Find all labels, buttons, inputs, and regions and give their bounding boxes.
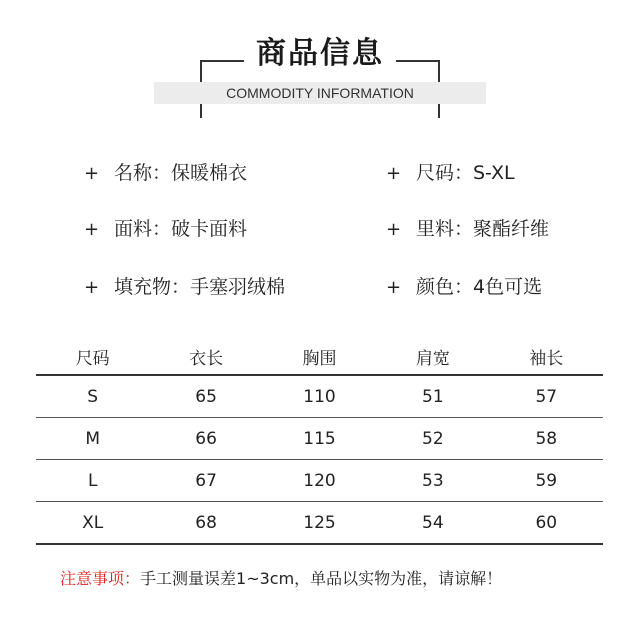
note-text: 手工测量误差1~3cm，单品以实物为准，请谅解！ bbox=[140, 569, 503, 588]
page-title: 商品信息 bbox=[256, 36, 384, 71]
attribute-text: 里料：聚酯纤维 bbox=[416, 218, 550, 240]
table-cell: 60 bbox=[490, 502, 603, 545]
table-cell: 65 bbox=[149, 375, 262, 418]
plus-icon: + bbox=[84, 277, 100, 298]
table-cell: 120 bbox=[263, 460, 376, 502]
plus-icon: + bbox=[386, 277, 402, 298]
table-row bbox=[36, 460, 603, 502]
attribute-text: 尺码：S-XL bbox=[416, 162, 515, 184]
table-cell: 115 bbox=[263, 418, 376, 460]
plus-icon: + bbox=[386, 219, 402, 240]
table-cell: 67 bbox=[149, 460, 262, 502]
attribute-text: 填充物：手塞羽绒棉 bbox=[114, 276, 286, 298]
table-row bbox=[36, 502, 603, 545]
table-cell: 66 bbox=[149, 418, 262, 460]
attribute-lining bbox=[386, 216, 549, 243]
size-table bbox=[36, 338, 603, 545]
column-header-sleeve: 袖长 bbox=[490, 338, 603, 375]
column-header-chest: 胸围 bbox=[263, 338, 376, 375]
attribute-size bbox=[386, 160, 515, 187]
header bbox=[0, 0, 640, 130]
attribute-name bbox=[84, 160, 247, 187]
plus-icon: + bbox=[84, 163, 100, 184]
table-cell: 52 bbox=[376, 418, 489, 460]
table-cell: L bbox=[36, 460, 149, 502]
table-cell: 68 bbox=[149, 502, 262, 545]
plus-icon: + bbox=[386, 163, 402, 184]
table-row bbox=[36, 375, 603, 418]
attribute-fabric bbox=[84, 216, 247, 243]
table-cell: 54 bbox=[376, 502, 489, 545]
attribute-text: 面料：破卡面料 bbox=[114, 218, 248, 240]
table-row bbox=[36, 418, 603, 460]
plus-icon: + bbox=[84, 219, 100, 240]
table-cell: S bbox=[36, 375, 149, 418]
table-cell: XL bbox=[36, 502, 149, 545]
page-subtitle: COMMODITY INFORMATION bbox=[226, 85, 414, 101]
table-cell: 59 bbox=[490, 460, 603, 502]
note-label: 注意事项： bbox=[60, 569, 141, 588]
table-cell: 53 bbox=[376, 460, 489, 502]
attribute-text: 颜色：4色可选 bbox=[416, 276, 543, 298]
table-cell: 57 bbox=[490, 375, 603, 418]
frame-line-right-top bbox=[396, 60, 440, 62]
attribute-filling bbox=[84, 274, 285, 301]
attribute-color bbox=[386, 274, 542, 301]
table-cell: 110 bbox=[263, 375, 376, 418]
frame-line-left-top bbox=[200, 60, 244, 62]
column-header-size: 尺码 bbox=[36, 338, 149, 375]
table-cell: 58 bbox=[490, 418, 603, 460]
table-cell: 125 bbox=[263, 502, 376, 545]
column-header-length: 衣长 bbox=[149, 338, 262, 375]
column-header-shoulder: 肩宽 bbox=[376, 338, 489, 375]
table-cell: 51 bbox=[376, 375, 489, 418]
table-header-row bbox=[36, 338, 603, 375]
table-cell: M bbox=[36, 418, 149, 460]
attribute-text: 名称：保暖棉衣 bbox=[114, 162, 248, 184]
measurement-note bbox=[60, 566, 502, 592]
